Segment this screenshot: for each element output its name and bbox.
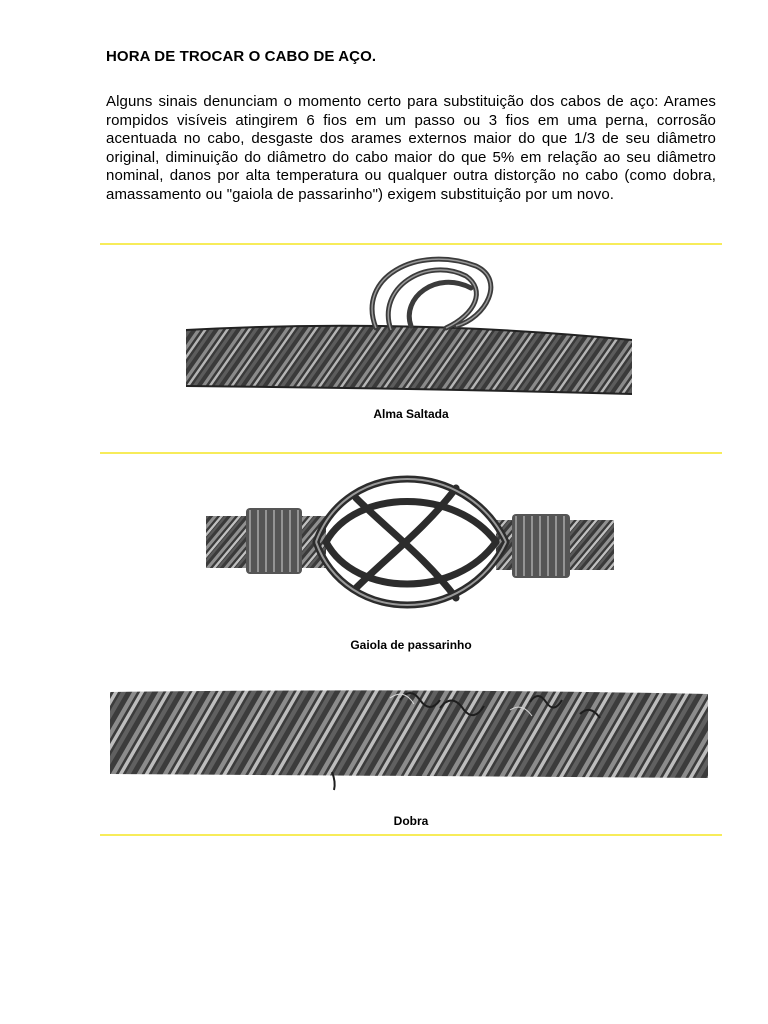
figure-caption-gaiola: Gaiola de passarinho [350,638,472,652]
divider-top [100,243,722,245]
figure-caption-dobra: Dobra [393,814,429,828]
page-title: HORA DE TROCAR O CABO DE AÇO. [106,48,377,65]
divider-1 [100,452,722,454]
figure-caption-alma-saltada: Alma Saltada [373,407,449,421]
gaiola-de-passarinho-photo [206,458,614,630]
divider-bottom [100,834,722,836]
intro-paragraph: Alguns sinais denunciam o momento certo para substituição dos cabos de aço: Arames rompidos visíveis atingirem 6 fios em um passo ou 3 fios em uma perna, corrosão acentuada no cabo, desgaste dos arames externos maior do que 1/3 de seu diâmetro original, diminuição do diâmetro do cabo maior do que 5% em relação ao seu diâmetro nominal, danos por alta temperatura ou qualquer outra distorção no cabo (como dobra, amassamento ou "gaiola de passarinho") exigem substituição por um novo. [106,93,716,203]
dobra-photo [110,680,708,804]
alma-saltada-photo [186,248,632,398]
